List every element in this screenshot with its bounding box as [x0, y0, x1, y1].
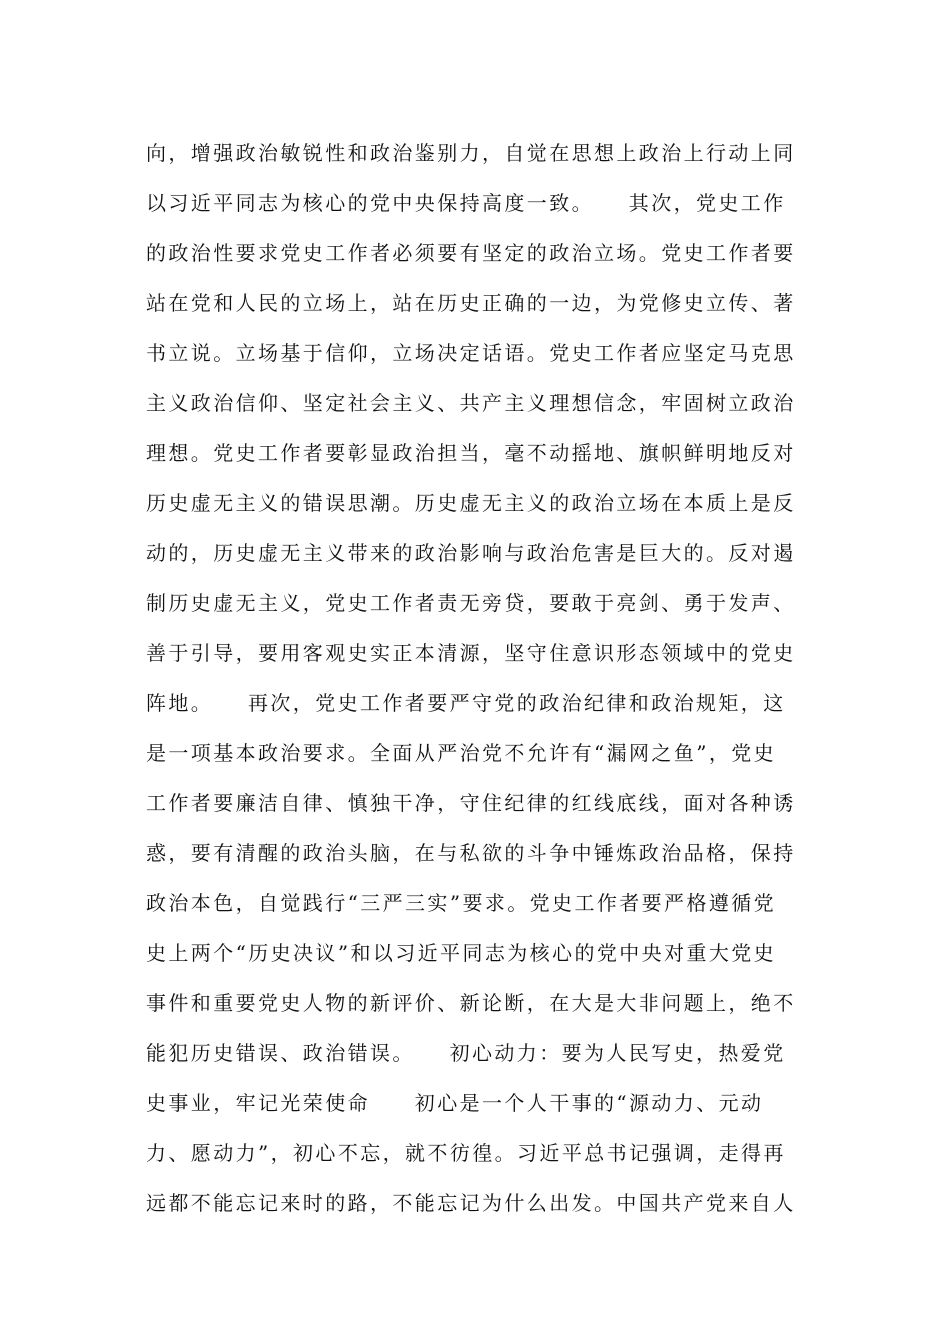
text-line: 理想。党史工作者要彰显政治担当，毫不动摇地、旗帜鲜明地反对	[146, 441, 796, 465]
text-line: 史事业，牢记光荣使命 初心是一个人干事的“源动力、元动	[146, 1091, 764, 1115]
text-line: 的政治性要求党史工作者必须要有坚定的政治立场。党史工作者要	[146, 241, 796, 265]
text-line: 力、愿动力”，初心不忘，就不彷徨。习近平总书记强调，走得再	[146, 1141, 786, 1165]
text-line: 制历史虚无主义，党史工作者责无旁贷，要敢于亮剑、勇于发声、	[146, 591, 796, 615]
text-line: 史上两个“历史决议”和以习近平同志为核心的党中央对重大党史	[146, 941, 777, 965]
text-line: 向，增强政治敏锐性和政治鉴别力，自觉在思想上政治上行动上同	[146, 141, 796, 165]
text-line: 书立说。立场基于信仰，立场决定话语。党史工作者应坚定马克思	[146, 341, 796, 365]
text-line: 政治本色，自觉践行“三严三实”要求。党史工作者要严格遵循党	[146, 891, 777, 915]
text-line: 工作者要廉洁自律、慎独干净，守住纪律的红线底线，面对各种诱	[146, 791, 796, 815]
text-line: 站在党和人民的立场上，站在历史正确的一边，为党修史立传、著	[146, 291, 796, 315]
text-line: 善于引导，要用客观史实正本清源，坚守住意识形态领域中的党史	[146, 641, 796, 665]
text-line: 主义政治信仰、坚定社会主义、共产主义理想信念，牢固树立政治	[146, 391, 796, 415]
text-line: 以习近平同志为核心的党中央保持高度一致。 其次，党史工作	[146, 191, 786, 215]
text-line: 惑，要有清醒的政治头脑，在与私欲的斗争中锤炼政治品格，保持	[146, 841, 796, 865]
body-text	[146, 128, 816, 1228]
text-line: 阵地。 再次，党史工作者要严守党的政治纪律和政治规矩，这	[146, 691, 786, 715]
text-line: 动的，历史虚无主义带来的政治影响与政治危害是巨大的。反对遏	[146, 541, 796, 565]
text-line: 事件和重要党史人物的新评价、新论断，在大是大非问题上，绝不	[146, 991, 796, 1015]
text-line: 历史虚无主义的错误思潮。历史虚无主义的政治立场在本质上是反	[146, 491, 796, 515]
text-line: 能犯历史错误、政治错误。 初心动力：要为人民写史，热爱党	[146, 1041, 786, 1065]
text-line: 远都不能忘记来时的路，不能忘记为什么出发。中国共产党来自人	[146, 1191, 796, 1215]
text-line: 是一项基本政治要求。全面从严治党不允许有“漏网之鱼”，党史	[146, 741, 777, 765]
